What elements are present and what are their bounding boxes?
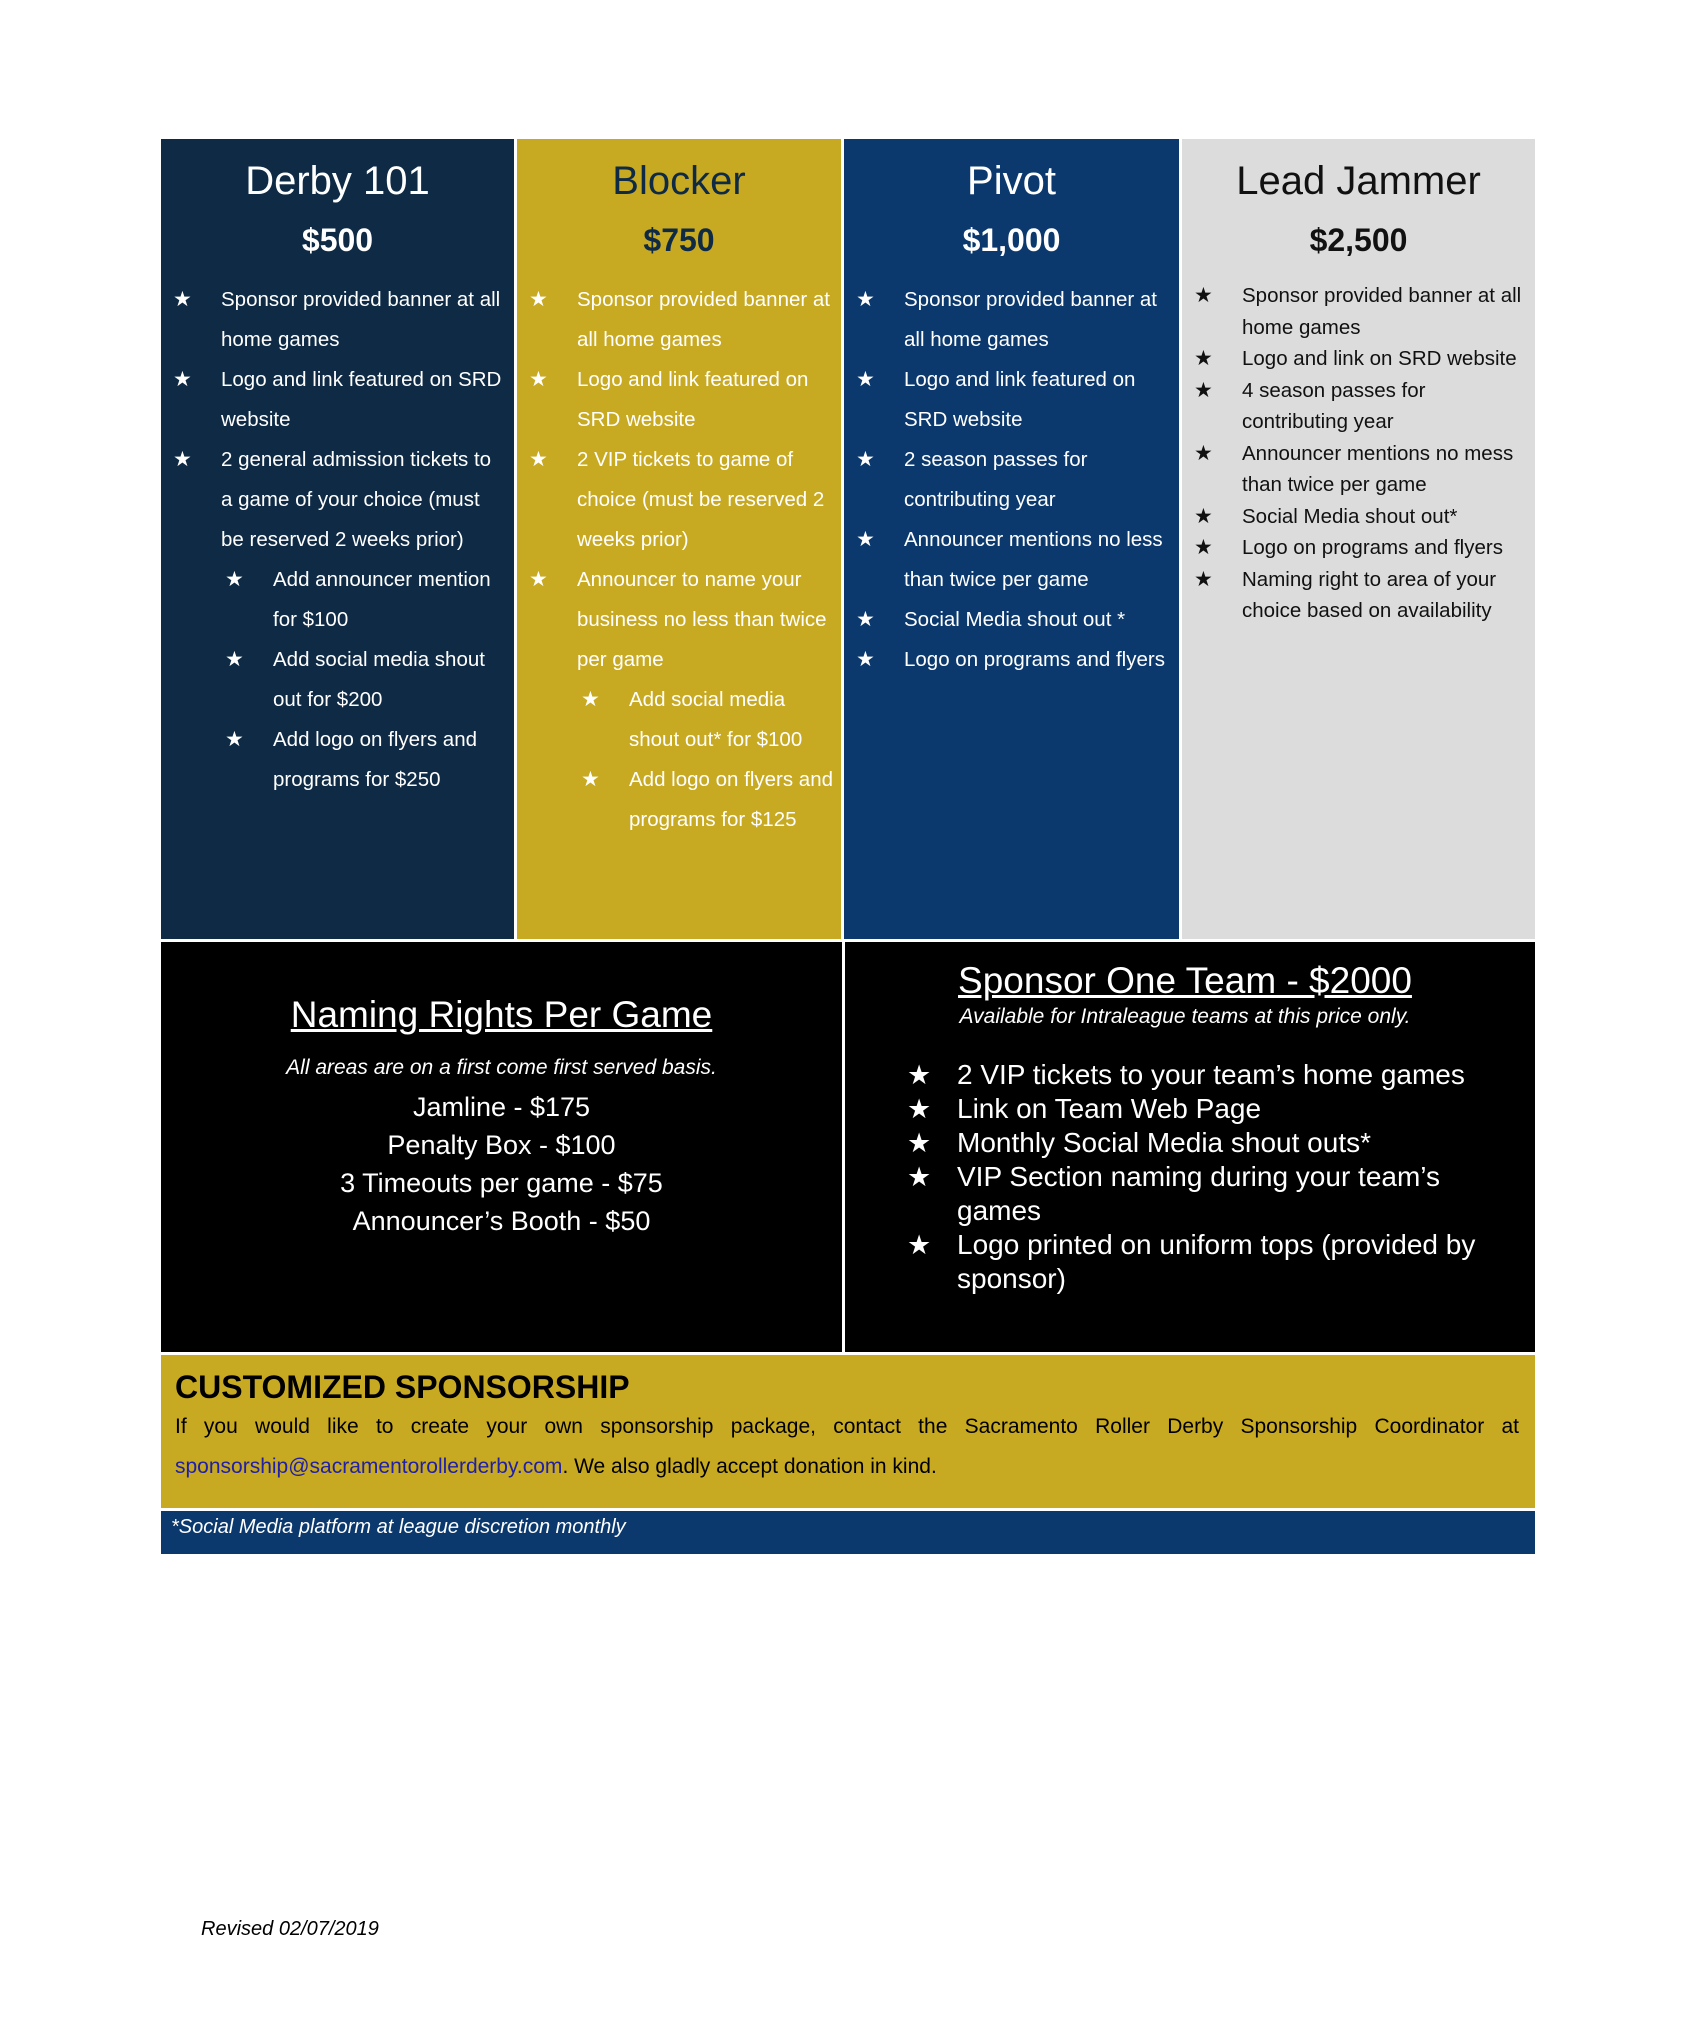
benefit-item bbox=[161, 360, 506, 440]
star-icon: ★ bbox=[581, 768, 600, 791]
sub-benefit-item bbox=[517, 680, 833, 760]
star-icon: ★ bbox=[529, 288, 548, 311]
customized-body: If you would like to create your own sponsorship package, contact the Sacramento Roller Derby Sponsorship Coordinator at sponsorship@sacramentorollerderby.com. We also gladly accept donation in kind. bbox=[175, 1415, 1519, 1478]
naming-item: Penalty Box - $100 bbox=[387, 1130, 616, 1160]
benefit-text: Announcer mentions no mess than twice per game bbox=[1242, 441, 1514, 496]
benefit-item bbox=[844, 640, 1171, 680]
benefit-item bbox=[1182, 501, 1527, 533]
benefit-text: Logo and link featured on SRD website bbox=[221, 368, 502, 431]
benefit-item bbox=[517, 440, 833, 560]
star-icon: ★ bbox=[907, 1162, 932, 1192]
sponsorship-tiers bbox=[161, 139, 1535, 939]
benefit-text: Sponsor provided banner at all home games bbox=[1242, 284, 1522, 339]
benefit-text: Add announcer mention for $100 bbox=[273, 568, 491, 631]
sub-benefit-item bbox=[517, 760, 833, 840]
sponsor-one-team-panel bbox=[845, 942, 1535, 1352]
revised-date: Revised 02/07/2019 bbox=[201, 1918, 379, 1940]
sponsor-team-item: ★ Monthly Social Media shout outs* bbox=[907, 1127, 1371, 1158]
sub-benefit-item bbox=[161, 560, 506, 640]
star-icon: ★ bbox=[1194, 378, 1213, 402]
star-icon: ★ bbox=[529, 448, 548, 471]
benefit-text: Logo and link on SRD website bbox=[1242, 347, 1517, 370]
benefit-text: Social Media shout out * bbox=[904, 608, 1126, 631]
benefit-text: 2 season passes for contributing year bbox=[904, 448, 1088, 511]
benefit-text: Logo on programs and flyers bbox=[1242, 536, 1503, 559]
benefit-item bbox=[844, 520, 1171, 600]
star-icon: ★ bbox=[1194, 536, 1213, 559]
tier-title: Derby 101 bbox=[245, 159, 430, 203]
star-icon: ★ bbox=[856, 528, 875, 551]
tier-price: $2,500 bbox=[1309, 222, 1408, 258]
benefit-item bbox=[844, 280, 1171, 360]
benefit-item bbox=[517, 280, 833, 360]
star-icon: ★ bbox=[856, 448, 875, 471]
benefit-text: Sponsor provided banner at all home games bbox=[221, 288, 501, 351]
benefit-item bbox=[1182, 343, 1527, 375]
tier-price: $500 bbox=[301, 222, 374, 258]
star-icon: ★ bbox=[856, 288, 875, 311]
sub-benefit-item bbox=[161, 640, 506, 720]
benefit-item bbox=[844, 440, 1171, 520]
star-icon: ★ bbox=[907, 1128, 932, 1158]
benefit-text: Social Media shout out* bbox=[1242, 504, 1458, 528]
benefit-list bbox=[844, 280, 1179, 680]
star-icon: ★ bbox=[1194, 284, 1213, 307]
naming-rights-note: All areas are on a first come first served basis. bbox=[286, 1056, 717, 1079]
benefit-text: Announcer to name your business no less than twice per game bbox=[577, 568, 827, 671]
benefit-text: Naming right to area of your choice based on availability bbox=[1242, 567, 1497, 622]
star-icon: ★ bbox=[1194, 567, 1213, 591]
benefit-item bbox=[161, 440, 506, 560]
benefit-text: Add social media shout out for $200 bbox=[273, 648, 485, 711]
benefit-item bbox=[1182, 438, 1527, 501]
star-icon: ★ bbox=[856, 608, 875, 631]
benefit-text: 4 season passes for contributing year bbox=[1242, 378, 1426, 433]
sponsorship-email-link[interactable]: sponsorship@sacramentorollerderby.com bbox=[175, 1455, 563, 1478]
sponsor-team-list bbox=[845, 1058, 1535, 1296]
benefit-text: Add logo on flyers and programs for $250 bbox=[273, 728, 477, 791]
benefit-text: 2 general admission tickets to a game of your choice (must be reserved 2 weeks prior) bbox=[221, 448, 492, 551]
tier-price: $750 bbox=[643, 222, 715, 258]
star-icon: ★ bbox=[1194, 504, 1213, 528]
star-icon: ★ bbox=[529, 568, 548, 591]
sub-benefit-item bbox=[161, 720, 506, 800]
star-icon: ★ bbox=[1194, 347, 1213, 370]
benefit-text: Add social media shout out* for $100 bbox=[629, 688, 803, 751]
naming-item: 3 Timeouts per game - $75 bbox=[340, 1168, 663, 1198]
star-icon: ★ bbox=[173, 448, 192, 471]
benefit-item bbox=[1182, 375, 1527, 438]
benefit-item bbox=[1182, 532, 1527, 564]
benefit-item bbox=[517, 560, 833, 680]
star-icon: ★ bbox=[173, 368, 192, 391]
star-icon: ★ bbox=[907, 1060, 932, 1090]
benefit-text: Logo and link featured on SRD website bbox=[904, 368, 1136, 431]
star-icon: ★ bbox=[856, 368, 875, 391]
benefit-item bbox=[1182, 280, 1527, 343]
benefit-list bbox=[161, 280, 514, 800]
tier-title: Lead Jammer bbox=[1236, 159, 1481, 203]
star-icon: ★ bbox=[907, 1094, 932, 1124]
tier-lead-jammer bbox=[1179, 139, 1535, 939]
benefit-list bbox=[517, 280, 841, 840]
benefit-text: 2 VIP tickets to game of choice (must be reserved 2 weeks prior) bbox=[577, 448, 825, 551]
benefit-item bbox=[161, 280, 506, 360]
tier-pivot bbox=[841, 139, 1179, 939]
star-icon: ★ bbox=[529, 368, 548, 391]
naming-item: Jamline - $175 bbox=[412, 1092, 591, 1122]
benefit-item bbox=[517, 360, 833, 440]
sponsor-team-item: ★ Logo printed on uniform tops (provided by sponsor) bbox=[907, 1229, 1476, 1294]
star-icon: ★ bbox=[907, 1230, 932, 1260]
tier-blocker bbox=[514, 139, 841, 939]
star-icon: ★ bbox=[225, 728, 244, 751]
customized-sponsorship bbox=[161, 1355, 1535, 1508]
star-icon: ★ bbox=[856, 648, 875, 671]
sponsor-team-item: ★ VIP Section naming during your team’s games bbox=[907, 1161, 1441, 1226]
benefit-item bbox=[1182, 564, 1527, 627]
benefit-text: Logo on programs and flyers bbox=[904, 648, 1165, 671]
sponsor-team-subtitle: Available for Intraleague teams at this price only. bbox=[959, 1005, 1411, 1028]
star-icon: ★ bbox=[1194, 441, 1213, 465]
benefit-list bbox=[1182, 280, 1535, 627]
naming-item: Announcer’s Booth - $50 bbox=[352, 1206, 651, 1236]
benefit-item bbox=[844, 360, 1171, 440]
naming-rights-list bbox=[161, 1088, 842, 1240]
star-icon: ★ bbox=[581, 688, 600, 711]
sponsor-team-title: Sponsor One Team - $2000 bbox=[958, 960, 1412, 1001]
naming-rights-panel bbox=[161, 942, 842, 1352]
footnote-bar: *Social Media platform at league discretion monthly bbox=[161, 1511, 1535, 1554]
tier-title: Pivot bbox=[967, 159, 1056, 203]
benefit-text: Sponsor provided banner at all home games bbox=[904, 288, 1158, 351]
tier-price: $1,000 bbox=[962, 222, 1061, 258]
benefit-item bbox=[844, 600, 1171, 640]
sponsor-team-item: ★ 2 VIP tickets to your team’s home games bbox=[907, 1059, 1465, 1090]
tier-title: Blocker bbox=[612, 159, 746, 203]
benefit-text: Announcer mentions no less than twice per game bbox=[904, 528, 1163, 591]
tier-derby-101 bbox=[161, 139, 514, 939]
naming-rights-title: Naming Rights Per Game bbox=[290, 994, 713, 1035]
sponsor-team-item: ★ Link on Team Web Page bbox=[907, 1093, 1262, 1124]
star-icon: ★ bbox=[173, 288, 192, 311]
benefit-text: Logo and link featured on SRD website bbox=[577, 368, 809, 431]
star-icon: ★ bbox=[225, 568, 244, 591]
star-icon: ★ bbox=[225, 648, 244, 671]
customized-title: CUSTOMIZED SPONSORSHIP bbox=[175, 1369, 630, 1405]
benefit-text: Add logo on flyers and programs for $125 bbox=[629, 768, 833, 831]
benefit-text: Sponsor provided banner at all home games bbox=[577, 288, 831, 351]
